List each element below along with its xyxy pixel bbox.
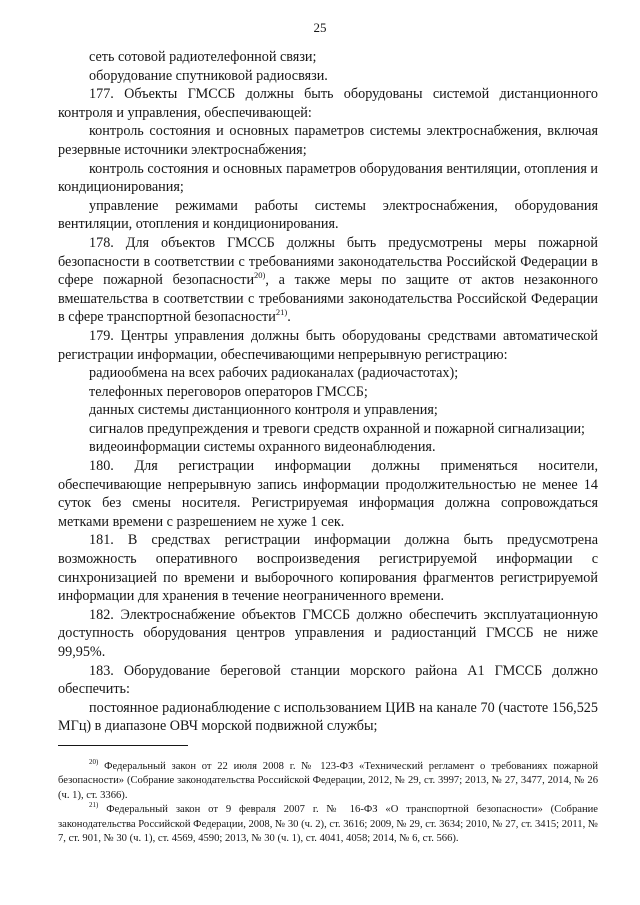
- list-item-power-monitoring: контроль состояния и основных параметров системы электроснабжения, включая резервные источники электроснабжения;: [58, 123, 598, 158]
- document-body: [58, 48, 598, 736]
- clause-180: 180. Для регистрации информации должны применяться носители, обеспечивающие непрерывную запись информации продолжительностью не менее 14 суток без смены носителя. Регистрируемая информация должна сопровождаться метками времени с разрешением не хуже 1 сек.: [58, 458, 598, 530]
- clause-183: 183. Оборудование береговой станции морского района А1 ГМССБ должно обеспечить:: [58, 662, 598, 698]
- footnote-ref-21: 21): [275, 307, 288, 318]
- footnote-20: [58, 760, 598, 803]
- list-item-alarm-signals: сигналов предупреждения и тревоги средств охранной и пожарной сигнализации;: [89, 420, 585, 437]
- footnote-divider: [58, 745, 188, 746]
- footnote-mark: 21): [89, 801, 99, 810]
- footnotes: [58, 760, 598, 846]
- list-item-mode-control: управление режимами работы системы электроснабжения, оборудования вентиляции, отопления и кондиционирования.: [58, 197, 598, 233]
- footnote-ref-20: 20): [254, 270, 266, 281]
- clause-178-text-a: 178. Для объектов ГМССБ должны быть предусмотрены меры пожарной безопасности в соответствии с требованиями законодательства Российской Федерации в сфере пожарной безопасности: [58, 234, 598, 289]
- list-item-radio-exchange: радиообмена на всех рабочих радиоканалах (радиочастотах);: [89, 365, 459, 382]
- clause-178-text-c: .: [287, 309, 291, 326]
- footnote-text: Федеральный закон от 22 июля 2008 г. № 123-ФЗ «Технический регламент о требованиях пожарной безопасности» (Собрание законодательства Российской Федерации, 2012, № 29, ст. 3997; 2013, № 27, 3477, 2014, № 26 (ч. 1), ст. 3366).: [58, 761, 598, 801]
- clause-182: 182. Электроснабжение объектов ГМССБ должно обеспечить эксплуатационную доступность оборудования центров управления и радиостанций ГМССБ не ниже 99,95%.: [58, 606, 598, 660]
- list-item-hvac-monitoring: контроль состояния и основных параметров оборудования вентиляции, отопления и кондиционирования;: [58, 160, 598, 196]
- list-item-satellite: оборудование спутниковой радиосвязи.: [89, 67, 328, 84]
- footnote-text: Федеральный закон от 9 февраля 2007 г. № 16-ФЗ «О транспортной безопасности» (Собрание законодательства Российской Федерации, 2008, № 30 (ч. 2), ст. 3616; 2009, № 29, ст. 3634; 2010, № 27, ст. 3415; 2011, № 7, ст. 901, № 30 (ч. 1), ст. 4569, 4590; 2013, № 30 (ч. 1), ст. 4041, 4058; 2014, № 6, ст. 566).: [58, 804, 598, 845]
- clause-178-text-b: , а также меры по защите от актов незаконного вмешательства в соответствии с требованиями законодательства Российской Федерации в сфере транспортной безопасности: [58, 272, 598, 326]
- page-number: 25: [313, 20, 327, 35]
- footnote-mark: 20): [89, 758, 99, 766]
- list-item-cellular: сеть сотовой радиотелефонной связи;: [89, 49, 317, 65]
- clause-181: 181. В средствах регистрации информации должна быть предусмотрена возможность оперативного воспроизведения регистрируемой информации с синхронизацией по времени и выборочного копирования фрагментов регистрируемой информации для хранения в течение неограниченного времени.: [58, 532, 598, 605]
- list-item-radio-watch: постоянное радионаблюдение с использованием ЦИВ на канале 70 (частоте 156,525 МГц) в диапазоне ОВЧ морской подвижной службы;: [58, 699, 598, 735]
- footnote-21: [58, 803, 598, 846]
- clause-178: [58, 234, 598, 327]
- list-item-remote-control-data: данных системы дистанционного контроля и управления;: [89, 402, 438, 419]
- clause-179: 179. Центры управления должны быть оборудованы средствами автоматической регистрации информации, обеспечивающими непрерывную регистрацию:: [58, 327, 598, 363]
- clause-177: 177. Объекты ГМССБ должны быть оборудованы системой дистанционного контроля и управления, обеспечивающей:: [58, 86, 598, 121]
- list-item-phone-calls: телефонных переговоров операторов ГМССБ;: [89, 383, 368, 400]
- list-item-video: видеоинформации системы охранного видеонаблюдения.: [89, 439, 436, 456]
